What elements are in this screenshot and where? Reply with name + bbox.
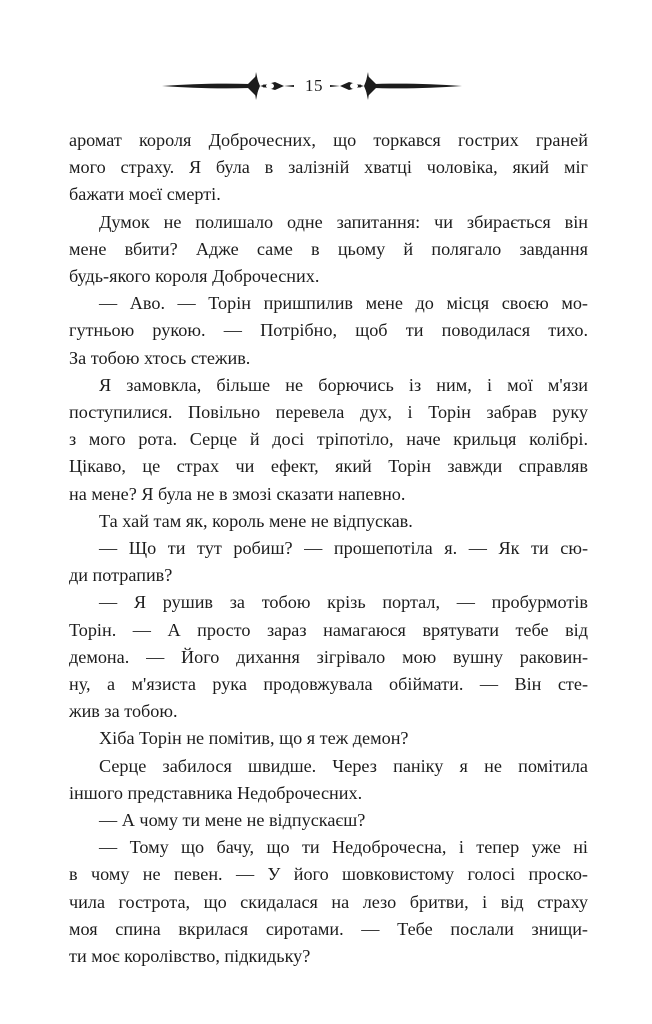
- paragraph: [69, 834, 588, 970]
- text-line: бажати моєї смерті.: [69, 184, 221, 205]
- right-ornament-icon: [329, 70, 464, 102]
- text-line: мого страху. Я була в залізній хватці чоловіка, який міг: [69, 157, 588, 178]
- text-line: — Тому що бачу, що ти Недоброчесна, і тепер уже ні: [99, 837, 588, 858]
- text-line: на мене? Я була не в змозі сказати напевно.: [69, 483, 406, 504]
- left-ornament-icon: [160, 70, 295, 102]
- text-line: ди потрапив?: [69, 565, 173, 586]
- text-line: Торін. — А просто зараз намагаюся врятувати тебе від: [69, 619, 588, 640]
- text-line: аромат короля Доброчесних, що торкався гострих граней: [69, 130, 588, 150]
- paragraph: [69, 753, 588, 807]
- text-line: поступилися. Повільно перевела дух, і Торін забрав руку: [69, 402, 588, 423]
- text-line: — Я рушив за тобою крізь портал, — пробурмотів: [99, 592, 588, 613]
- text-line: За тобою хтось стежив.: [69, 347, 251, 368]
- paragraph: [69, 807, 588, 834]
- text-line: гутньою рукою. — Потрібно, щоб ти поводилася тихо.: [69, 320, 588, 341]
- text-line: жив за тобою.: [69, 701, 178, 722]
- text-line: моя спина вкрилася сиротами. — Тебе послали знищи-: [69, 918, 588, 939]
- paragraph: [69, 535, 588, 589]
- paragraph: [69, 589, 588, 725]
- text-line: — А чому ти мене не відпускаєш?: [99, 810, 366, 831]
- text-line: Серце забилося швидше. Через паніку я не помітила: [99, 755, 588, 776]
- paragraph: [69, 209, 588, 291]
- text-line: з мого рота. Серце й досі тріпотіло, наче крильця колібрі.: [69, 429, 588, 450]
- text-line: — Що ти тут робиш? — прошепотіла я. — Як ти сю-: [99, 538, 588, 559]
- text-line: Хіба Торін не помітив, що я теж демон?: [99, 728, 409, 749]
- page-header: [0, 70, 652, 110]
- body-text: [69, 127, 588, 970]
- page-number: 15: [305, 76, 323, 95]
- paragraph: [69, 725, 588, 752]
- text-line: іншого представника Недоброчесних.: [69, 782, 363, 803]
- text-line: Цікаво, це страх чи ефект, який Торін завжди справляв: [69, 456, 588, 477]
- text-line: Та хай там як, король мене не відпускав.: [99, 510, 413, 531]
- paragraph: [69, 290, 588, 372]
- text-line: чила гострота, що скидалася на лезо бритви, і від страху: [69, 891, 588, 912]
- paragraph: [69, 127, 588, 209]
- text-line: Думок не полишало одне запитання: чи збирається він: [99, 211, 588, 232]
- text-line: будь-якого короля Доброчесних.: [69, 266, 320, 287]
- text-line: — Аво. — Торін пришпилив мене до місця своєю мо-: [99, 293, 588, 314]
- text-line: Я замовкла, більше не борючись із ним, і мої м'язи: [99, 374, 588, 395]
- text-line: ну, а м'язиста рука продовжувала обіймати. — Він сте-: [69, 674, 588, 695]
- text-line: ти моє королівство, підкидьку?: [69, 946, 311, 967]
- paragraph: [69, 508, 588, 535]
- text-line: в чому не певен. — У його шовковистому голосі проско-: [69, 864, 588, 885]
- text-line: мене вбити? Адже саме в цьому й полягало завдання: [69, 238, 588, 259]
- text-line: демона. — Його дихання зігрівало мою вушну раковин-: [69, 646, 588, 667]
- paragraph: [69, 372, 588, 508]
